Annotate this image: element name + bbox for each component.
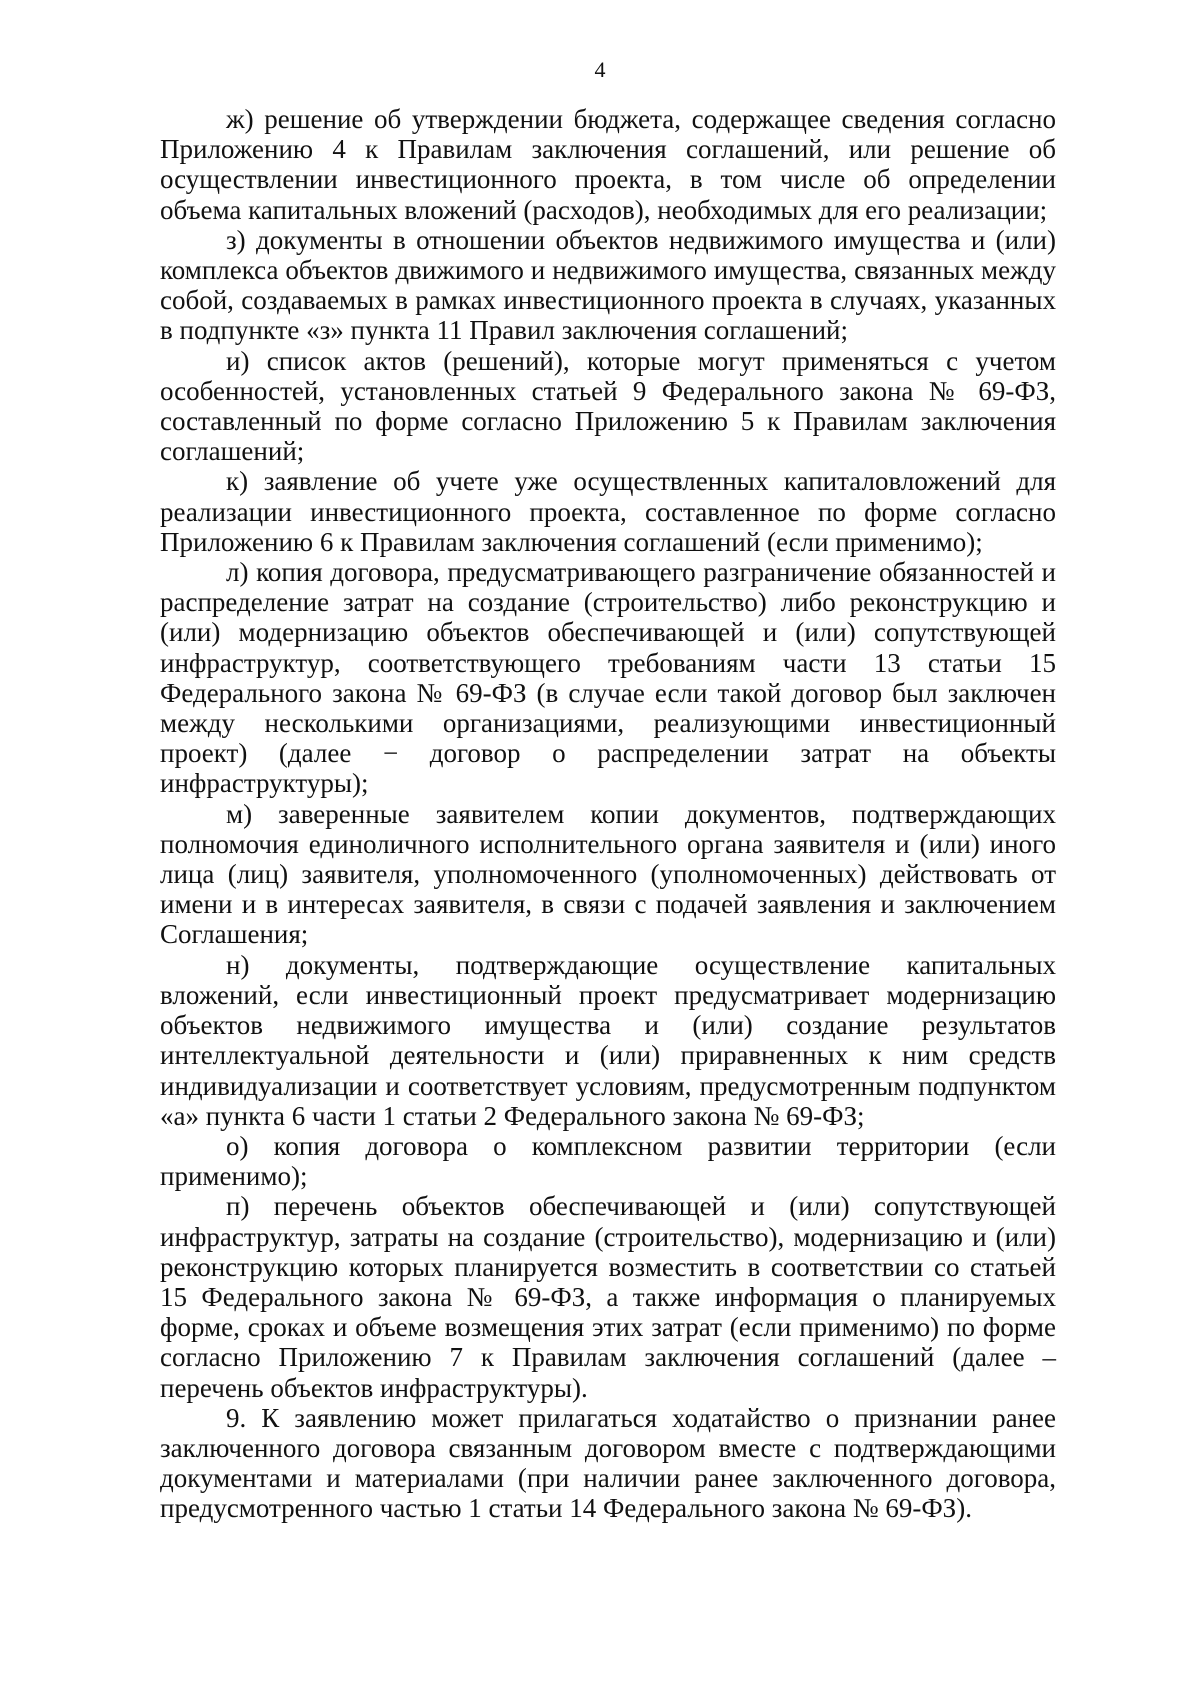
paragraph-zh: ж) решение об утверждении бюджета, содержащее сведения согласно Приложению 4 к Правилам заключения соглашений, или решение об осуществлении инвестиционного проекта, в том числе об определении объема капитальных вложений (расходов), необходимых для его реализации;	[160, 104, 1056, 225]
paragraph-z: з) документы в отношении объектов недвижимого имущества и (или) комплекса объектов движимого и недвижимого имущества, связанных между собой, создаваемых в рамках инвестиционного проекта в случаях, указанных в подпункте «з» пункта 11 Правил заключения соглашений;	[160, 224, 1056, 346]
page-number: 4	[594, 57, 606, 82]
paragraph-o: о) копия договора о комплексном развитии территории (если применимо);	[160, 1130, 1056, 1192]
paragraph-m: м) заверенные заявителем копии документов, подтверждающих полномочия единоличного исполнительного органа заявителя и (или) иного лица (лиц) заявителя, уполномоченного (уполномоченных) действовать от имени и в интересах заявителя, в связи с подачей заявления и заключением Соглашения;	[160, 798, 1056, 950]
paragraph-9: 9. К заявлению может прилагаться ходатайство о признании ранее заключенного договора связанным договором вместе с подтверждающими документами и материалами (при наличии ранее заключенного договора, предусмотренного частью 1 статьи 14 Федерального закона № 69-ФЗ).	[160, 1402, 1056, 1524]
paragraph-l: л) копия договора, предусматривающего разграничение обязанностей и распределение затрат на создание (строительство) либо реконструкцию и (или) модернизацию объектов обеспечивающей и (или) сопутствующей инфраструктур, соответствующего требованиям части 13 статьи 15 Федерального закона № 69-ФЗ (в случае если такой договор был заключен между несколькими организациями, реализующими инвестиционный проект) (далее − договор о распределении затрат на объекты инфраструктуры);	[160, 557, 1056, 799]
paragraph-p: п) перечень объектов обеспечивающей и (или) сопутствующей инфраструктур, затраты на создание (строительство), модернизацию и (или) реконструкцию которых планируется возместить в соответствии со статьей 15 Федерального закона № 69-ФЗ, а также информация о планируемых форме, сроках и объеме возмещения этих затрат (если применимо) по форме согласно Приложению 7 к Правилам заключения соглашений (далее – перечень объектов инфраструктуры).	[160, 1191, 1056, 1403]
document-body	[160, 104, 1056, 1524]
paragraph-k: к) заявление об учете уже осуществленных капиталовложений для реализации инвестиционного проекта, составленное по форме согласно Приложению 6 к Правилам заключения соглашений (если применимо);	[160, 466, 1056, 557]
paragraph-n: н) документы, подтверждающие осуществление капитальных вложений, если инвестиционный проект предусматривает модернизацию объектов недвижимого имущества и (или) создание результатов интеллектуальной деятельности и (или) приравненных к ним средств индивидуализации и соответствует условиям, предусмотренным подпунктом «а» пункта 6 части 1 статьи 2 Федерального закона № 69-ФЗ;	[160, 949, 1056, 1131]
paragraph-i: и) список актов (решений), которые могут применяться с учетом особенностей, установленных статьей 9 Федерального закона № 69-ФЗ, составленный по форме согласно Приложению 5 к Правилам заключения соглашений;	[160, 345, 1056, 467]
